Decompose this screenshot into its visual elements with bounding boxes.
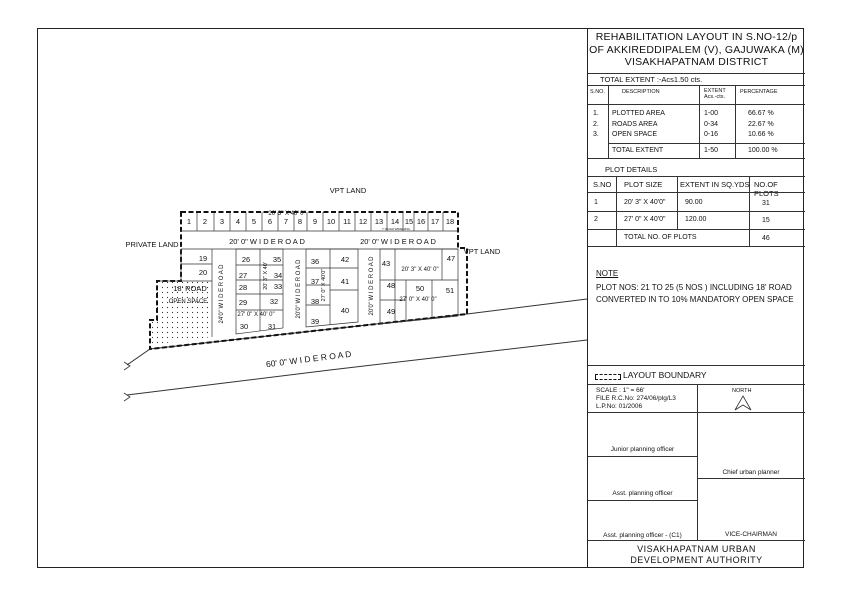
plot-32: 32	[269, 297, 279, 306]
plot-27: 27	[238, 271, 248, 280]
plot-38: 38	[310, 297, 320, 306]
chief-urban-planner: Chief urban planner	[722, 469, 780, 476]
plot-7: 7	[283, 217, 289, 226]
plot-14: 14	[390, 217, 400, 226]
area-description-column	[612, 109, 665, 141]
plot-3: 3	[219, 217, 225, 226]
total-extent-caption: TOTAL EXTENT :-Acs1.50 cts.	[600, 75, 703, 84]
plot-4: 4	[235, 217, 241, 226]
area-percentage-column	[748, 109, 774, 141]
plot-17: 17	[430, 217, 440, 226]
dim-right-bottom-label: 27' 0" X 40' 0"	[399, 297, 437, 303]
plot-6: 6	[267, 217, 273, 226]
note-line-2: CONVERTED IN TO 10% MANDATORY OPEN SPACE	[596, 295, 794, 304]
plot-40: 40	[340, 306, 350, 315]
asst-planning-officer-c1: Asst. planning officer - (C1)	[603, 532, 682, 539]
dim-v1-label: 20' 3" X 40'	[263, 262, 269, 290]
vice-chairman: VICE-CHAIRMAN	[724, 531, 777, 538]
area-header-description: DESCRIPTION	[622, 89, 660, 95]
dim-right-top-label: 20' 3" X 40' 0"	[401, 267, 439, 273]
plot-20: 20	[198, 268, 208, 277]
plot-row-size: 20' 3" X 40'0"	[624, 199, 666, 206]
plot-47: 47	[446, 254, 456, 263]
plot-2: 2	[202, 217, 208, 226]
plot-5: 5	[251, 217, 257, 226]
plot-33: 33	[273, 282, 283, 291]
file-ref-text: FILE R.C.No: 274/06/plg/L3	[596, 395, 676, 402]
plot-8: 8	[297, 217, 303, 226]
north-label: NORTH	[732, 388, 752, 394]
dim-left-label: 27' 0" X 40' 0"	[237, 312, 275, 318]
plot-total-label: TOTAL NO. OF PLOTS	[624, 234, 697, 241]
plot-header-extent: EXTENT IN SQ.YDS	[680, 180, 750, 189]
plot-50: 50	[415, 284, 425, 293]
authority-name	[588, 544, 805, 566]
road-v2-label: 20'0" W I D E R O A D	[296, 259, 302, 319]
area-row-description: OPEN SPACE	[612, 131, 657, 138]
plot-header-count: NO.OF PLOTS	[754, 180, 779, 198]
title-line-2: OF AKKIREDDIPALEM (V), GAJUWAKA (M)	[589, 43, 804, 56]
plot-details-heading: PLOT DETAILS	[605, 165, 658, 174]
area-sno-column	[593, 109, 599, 141]
plot-row-extent: 90.00	[685, 199, 703, 206]
main-road-edge-bottom	[127, 340, 587, 395]
area-extent-column	[704, 109, 718, 141]
area-total-extent: 1-50	[704, 147, 719, 154]
title-line-3: VISAKHAPATNAM DISTRICT	[624, 56, 769, 68]
area-row-sno: 1.	[593, 110, 599, 117]
plot-row-sno: 1	[594, 199, 598, 206]
road-top-right-label: 20' 0" W I D E R O A D	[360, 237, 436, 246]
area-header-percentage: PERCENTAGE	[740, 89, 778, 95]
area-row-percentage: 10.66 %	[748, 131, 774, 138]
plot-28: 28	[238, 283, 248, 292]
asst-planning-officer: Asst. planning officer	[612, 490, 673, 497]
plot-26: 26	[241, 255, 251, 264]
plot-10: 10	[326, 217, 336, 226]
title-panel	[587, 28, 804, 568]
drawing-title	[588, 31, 805, 69]
road-v3-label: 20'0" W I D E R O A D	[369, 256, 375, 316]
plot-34: 34	[273, 271, 283, 280]
boundary-legend-label: LAYOUT BOUNDARY	[623, 370, 707, 380]
plot-row-count: 31	[762, 200, 770, 207]
plot-12: 12	[358, 217, 368, 226]
vpt-land-top-label: VPT LAND	[329, 186, 367, 195]
road-v1-label: 24'0" W I D E R O A D	[219, 264, 225, 324]
plot-11: 11	[343, 217, 351, 226]
plot-total-count: 46	[762, 235, 770, 242]
area-row-extent: 0-16	[704, 131, 719, 138]
plot-42: 42	[340, 255, 350, 264]
scale-text: SCALE : 1" = 66'	[596, 387, 645, 394]
main-road-label: 60' 0" W I D E R O A D	[265, 348, 352, 370]
plot-row-extent: 120.00	[685, 216, 707, 223]
area-total-label: TOTAL EXTENT	[612, 147, 664, 154]
plot-49: 49	[386, 307, 396, 316]
plot-29: 29	[238, 298, 248, 307]
road-break-left-2	[124, 393, 130, 401]
boundary-legend-symbol	[595, 374, 621, 380]
plot-41: 41	[340, 277, 350, 286]
road-18-label: 18' ROAD	[173, 284, 207, 293]
note-line-1: PLOT NOS: 21 TO 25 (5 NOS ) INCLUDING 18' ROAD	[596, 283, 792, 292]
area-row-description: PLOTTED AREA	[612, 110, 665, 117]
area-row-sno: 2.	[593, 120, 599, 128]
dim-top-label: 20' 3" X 40' 0"	[268, 211, 306, 217]
plot-1: 1	[186, 217, 192, 226]
road-widening-label: 7' ROAD WIDENING	[382, 227, 410, 231]
north-arrow-icon	[734, 395, 752, 413]
plot-51: 51	[445, 286, 455, 295]
plot-36: 36	[310, 257, 320, 266]
plot-header-size: PLOT SIZE	[624, 180, 663, 189]
area-row-percentage: 66.67 %	[748, 110, 774, 117]
area-header-sno: S.NO.	[590, 89, 605, 95]
lp-no-text: L.P.No: 01/2006	[596, 403, 643, 410]
plot-15: 15	[404, 217, 414, 226]
private-land-label: PRIVATE LAND	[125, 240, 179, 249]
scale-info	[596, 387, 676, 411]
authority-line-2: DEVELOPMENT AUTHORITY	[630, 555, 763, 565]
area-row-sno: 3.	[593, 131, 599, 138]
plot-19: 19	[198, 254, 208, 263]
title-line-1: REHABILITATION LAYOUT IN S.NO-12/p	[595, 31, 798, 43]
plot-18: 18	[445, 217, 455, 226]
plot-37: 37	[310, 277, 320, 286]
plot-header-sno: S.NO	[593, 180, 612, 189]
vpt-land-right-label: VPT LAND	[463, 247, 501, 256]
plot-31: 31	[267, 322, 277, 331]
area-total-percentage: 100.00 %	[748, 147, 778, 154]
plot-48: 48	[386, 281, 396, 290]
area-row-extent: 0-34	[704, 120, 719, 128]
plot-39: 39	[310, 317, 320, 326]
open-space-label: OPEN SPACE	[168, 299, 208, 305]
junior-planning-officer: Junior planning officer	[610, 446, 675, 453]
plot-9: 9	[312, 217, 318, 226]
plot-row-sno: 2	[594, 216, 598, 223]
plot-16: 16	[416, 217, 426, 226]
road-top-left-label: 20' 0" W I D E R O A D	[229, 237, 305, 246]
note-heading: NOTE	[596, 269, 619, 278]
plot-13: 13	[374, 217, 384, 226]
plot-row-size: 27' 0" X 40'0"	[624, 216, 666, 223]
area-row-extent: 1-00	[704, 110, 719, 117]
area-row-percentage: 22.67 %	[748, 120, 774, 128]
area-header-extent: EXTENT Acs.-cts.	[704, 88, 726, 100]
plot-35: 35	[272, 255, 282, 264]
authority-line-1: VISAKHAPATNAM URBAN	[637, 544, 756, 554]
area-row-description: ROADS AREA	[612, 120, 658, 128]
plot-43: 43	[381, 259, 391, 268]
dim-v2-label: 27' 0" X 40'0"	[321, 268, 327, 302]
plot-row-count: 15	[762, 217, 770, 224]
plot-30: 30	[239, 322, 249, 331]
